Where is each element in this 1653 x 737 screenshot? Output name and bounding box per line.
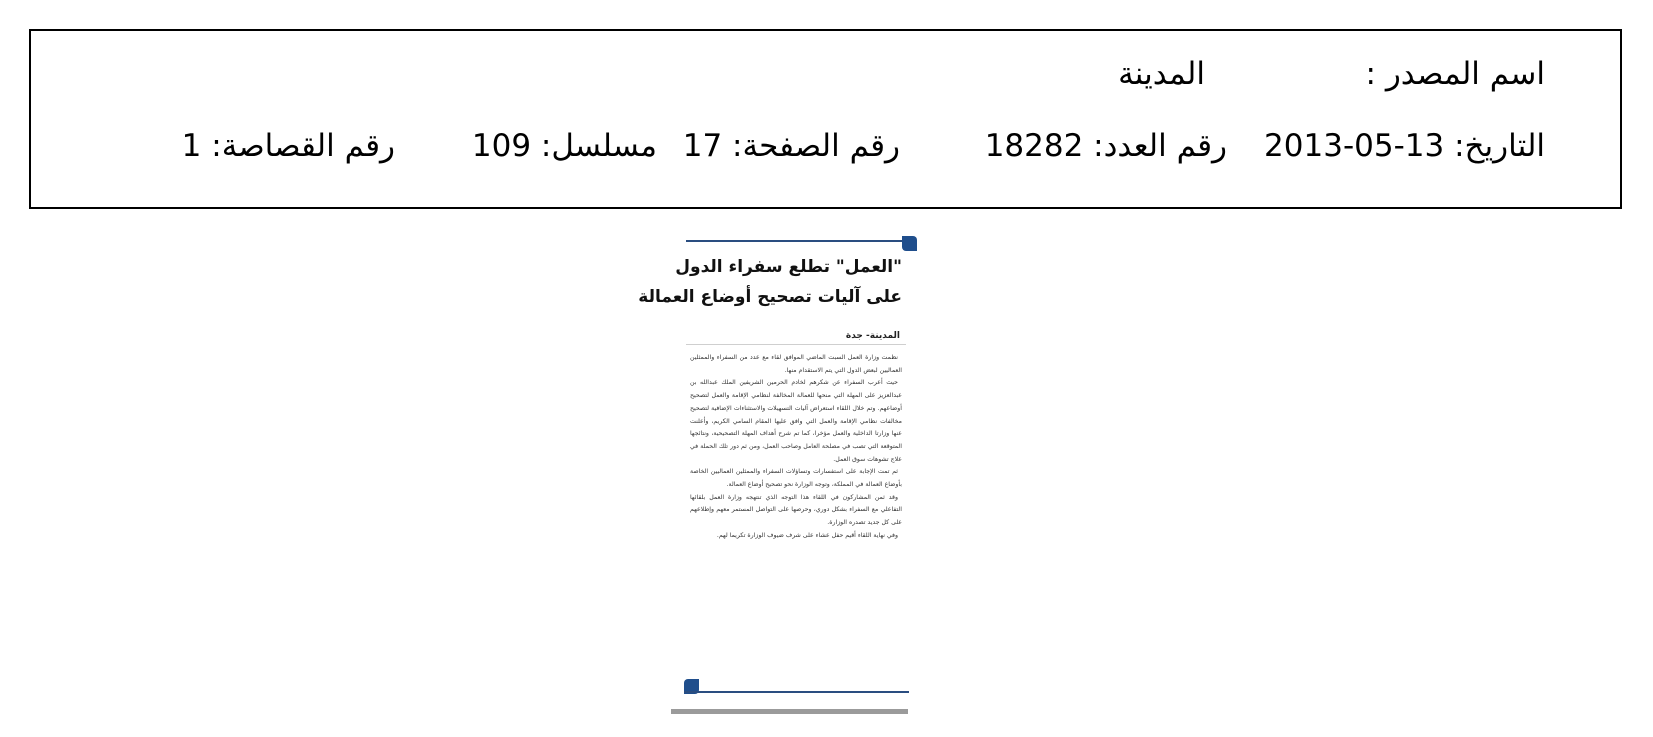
clipping-bottom-rule [684,691,909,693]
source-value: المدينة [1118,56,1205,92]
source-info-box [29,29,1622,209]
clipping-byline: المدينة- جدة [845,331,900,341]
clipping-paragraph: ثم تمت الإجابة على استفسارات وتساؤلات السفراء والممثلين العماليين الخاصة بأوضاع العمالة في المملكة، وتوجه الوزارة نحو تصحيح أوضاع العمالة. [690,468,902,489]
clipping-number-field: رقم القصاصة: 1 [181,128,395,164]
clipping-paragraph: نظمت وزارة العمل السبت الماضي الموافق لقاء مع عدد من السفراء والممثلين العماليين لبعض الدول التي يتم الاستقدام منها. [690,354,902,374]
clipping-headline-line-2: على آليات تصحيح أوضاع العمالة [638,287,902,307]
newspaper-clipping [638,236,922,716]
clipping-paragraph: وقد ثمن المشاركون في اللقاء هذا التوجه الذي تنتهجه وزارة العمل بلقائها التفاعلي مع السفراء بشكل دوري، وحرصها على التواصل المستمر معهم وإطلاعهم على كل جديد تصدره الوزارة. [690,493,902,527]
source-label: اسم المصدر : [1365,56,1545,92]
clipping-headline-line-1: "العمل" تطلع سفراء الدول [675,257,902,277]
issue-number-field: رقم العدد: 18282 [984,128,1227,164]
date-field: التاريخ: 13-05-2013 [1264,128,1545,164]
clipping-body [690,352,902,677]
serial-number-field: مسلسل: 109 [471,128,657,164]
clipping-top-rule [686,240,906,242]
clipping-byline-rule [686,344,906,345]
page-number-field: رقم الصفحة: 17 [682,128,900,164]
clipping-paragraph: وفي نهاية اللقاء أقيم حفل عشاء على شرف ضيوف الوزارة تكريما لهم. [716,531,898,539]
clipping-paragraph: حيث أعرب السفراء عن شكرهم لخادم الحرمين الشريفين الملك عبدالله بن عبدالعزيز على المهلة التي منحها للعمالة المخالفة لنظامي الإقامة والعمل لتصحيح أوضاعهم. وتم خلال اللقاء استعراض آليات التسهيلات والاستثناءات الإضافية لتصحيح مخالفات نظامي الإقامة والعمل التي وافق عليها المقام السامي الكريم، وأعلنت عنها وزارتا الداخلية والعمل مؤخرا، كما تم شرح أهداف المهلة التصحيحية، ونتائجها المتوقعة التي تصب في مصلحة العامل وصاحب العمل، ومن ثم دور تلك الحملة في علاج تشوهات سوق العمل. [690,379,902,463]
clipping-corner-mark-top [902,236,917,251]
clipping-shadow [671,709,908,714]
